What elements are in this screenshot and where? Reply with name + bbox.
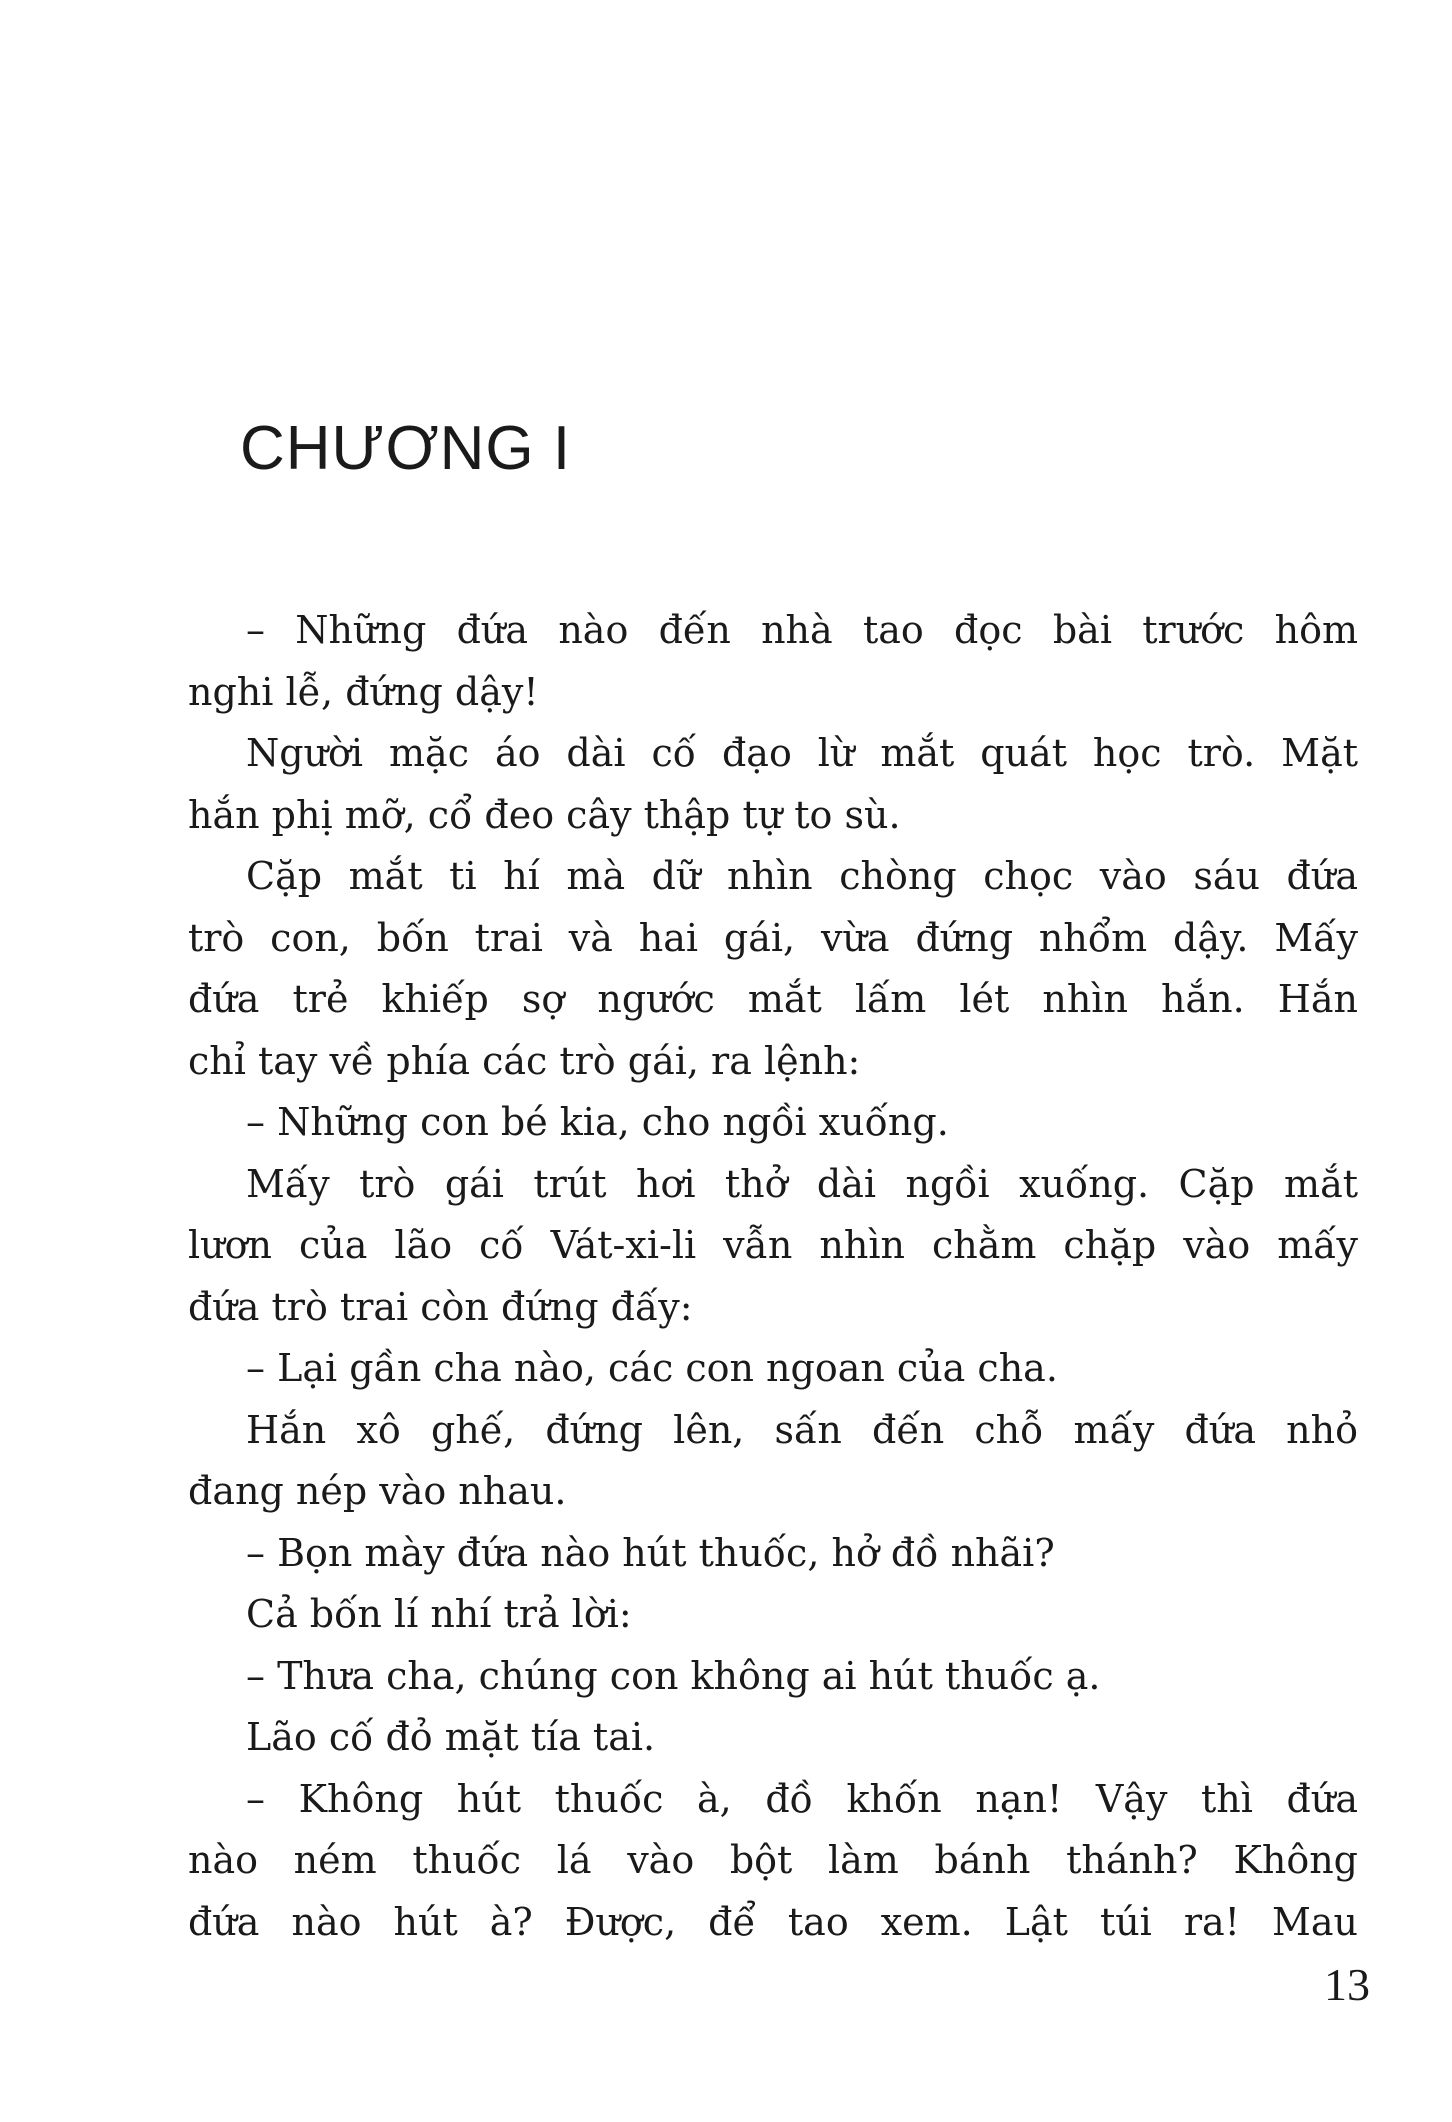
text-line: – Những con bé kia, cho ngồi xuống. [246, 1100, 949, 1144]
text-line: – Những đứa nào đến nhà tao đọc bài trước hôm [246, 608, 1358, 652]
text-line: Hắn xô ghế, đứng lên, sấn đến chỗ mấy đứa nhỏ [246, 1407, 1358, 1452]
text-line: lươn của lão cố Vát-xi-li vẫn nhìn chằm chặp vào mấy [188, 1223, 1358, 1267]
body-text [188, 600, 1358, 1953]
text-line: – Thưa cha, chúng con không ai hút thuốc ạ. [246, 1653, 1101, 1698]
text-line: – Không hút thuốc à, đồ khốn nạn! Vậy thì đứa [246, 1776, 1358, 1821]
text-line: Cả bốn lí nhí trả lời: [246, 1592, 632, 1636]
text-line: nghi lễ, đứng dậy! [188, 669, 539, 714]
text-line: – Bọn mày đứa nào hút thuốc, hở đồ nhãi? [246, 1530, 1055, 1575]
text-line: đang nép vào nhau. [188, 1469, 567, 1513]
text-line: Mấy trò gái trút hơi thở dài ngồi xuống. Cặp mắt [246, 1161, 1358, 1206]
page-number: 13 [1324, 1959, 1370, 2010]
text-line: – Lại gần cha nào, các con ngoan của cha. [246, 1346, 1058, 1390]
text-line: đứa trò trai còn đứng đấy: [188, 1284, 693, 1329]
text-line: Cặp mắt ti hí mà dữ nhìn chòng chọc vào sáu đứa [246, 854, 1358, 898]
text-line: đứa nào hút à? Được, để tao xem. Lật túi ra! Mau [188, 1899, 1358, 1944]
text-line: trò con, bốn trai và hai gái, vừa đứng nhổm dậy. Mấy [188, 915, 1358, 960]
text-line: Người mặc áo dài cố đạo lừ mắt quát học trò. Mặt [246, 731, 1358, 775]
text-line: hắn phị mỡ, cổ đeo cây thập tự to sù. [188, 792, 901, 837]
text-line: nào ném thuốc lá vào bột làm bánh thánh? Không [188, 1838, 1358, 1882]
text-line: chỉ tay về phía các trò gái, ra lệnh: [188, 1038, 861, 1083]
text-line: Lão cố đỏ mặt tía tai. [246, 1715, 656, 1759]
text-line: đứa trẻ khiếp sợ ngước mắt lấm lét nhìn hắn. Hắn [188, 977, 1358, 1021]
chapter-title: CHƯƠNG I [240, 414, 572, 483]
